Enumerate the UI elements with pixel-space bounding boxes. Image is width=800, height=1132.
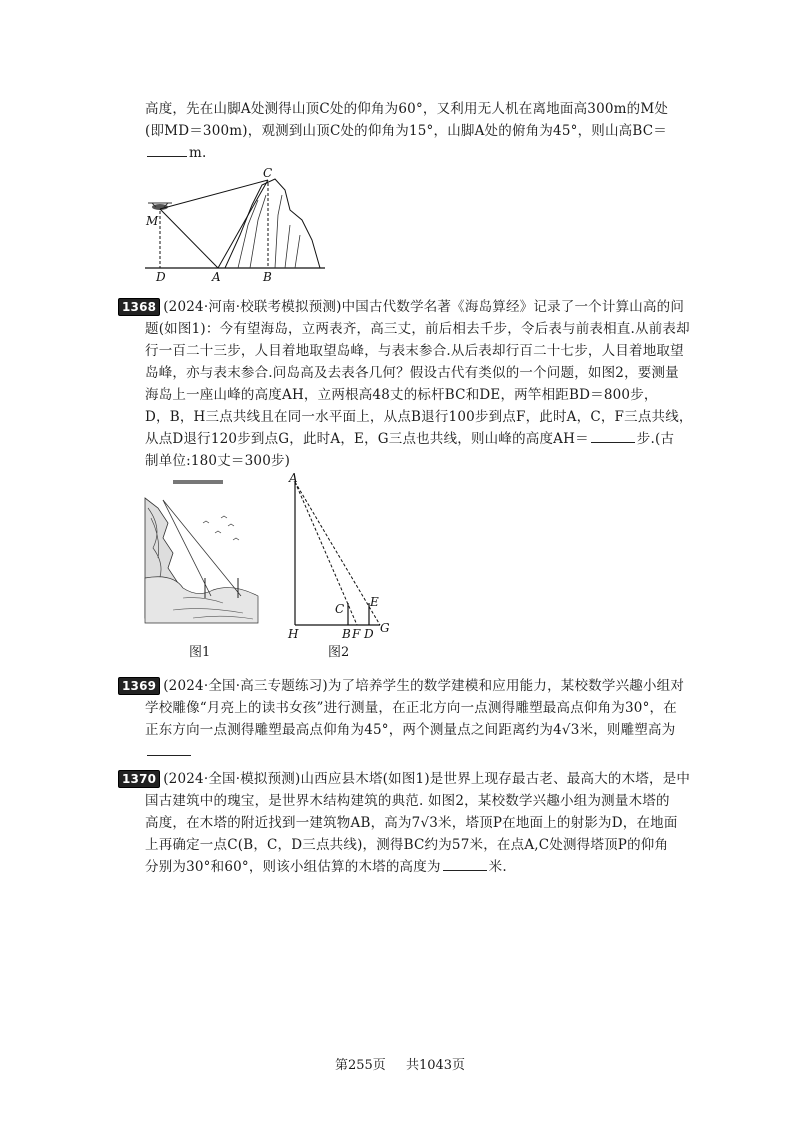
page-footer: [0, 1054, 800, 1073]
text-line: [118, 675, 685, 697]
question-1368: [118, 296, 693, 472]
text-span: (2024·全国·高三专题练习)为了培养学生的数学建模和应用能力，某校数学兴趣小组对: [163, 678, 685, 694]
text-line: 高度，先在山脚A处测得山顶C处的仰角为60°，又利用无人机在离地面高300m的M处: [145, 101, 669, 117]
label-A: A: [212, 270, 221, 284]
question-prev-text: [145, 98, 669, 164]
text-span: 从点D退行120步到点G，此时A，E，G三点也共线，则山峰的高度AH＝: [145, 431, 589, 447]
text-line: 行一百二十三步，人目着地取望岛峰，与表末参合.从后表却行百二十七步，人目着地取望: [145, 343, 684, 359]
text-line: 学校雕像“月亮上的读书女孩”进行测量，在正北方向一点测得雕塑最高点仰角为30°，在: [145, 700, 677, 716]
answer-blank: [147, 741, 191, 756]
text-line: 制单位:180丈＝300步): [145, 453, 291, 469]
unit-label: m.: [189, 145, 207, 161]
answer-blank: [147, 142, 187, 157]
text-line: 国古建筑中的瑰宝，是世界木结构建筑的典范. 如图2，某校数学兴趣小组为测量木塔的: [145, 793, 670, 809]
label-C: C: [263, 166, 273, 180]
label-E: E: [370, 595, 379, 609]
total-pages: 共1043页: [405, 1058, 466, 1073]
mountain-drone-figure: [140, 165, 340, 285]
text-line: (即MD＝300m)，观测到山顶C处的仰角为15°，山脚A处的俯角为45°，则山高BC＝: [145, 123, 667, 139]
text-span: (2024·河南·校联考模拟预测)中国古代数学名著《海岛算经》记录了一个计算山高的问: [163, 299, 685, 315]
figure-1-caption: 图1: [189, 645, 211, 660]
text-span: 米.: [488, 859, 507, 875]
text-line: 题(如图1)：今有望海岛，立两表齐，高三丈，前后相去千步，令后表与前表相直.从前表却: [145, 321, 690, 337]
label-B: B: [263, 270, 272, 284]
label-M: M: [146, 214, 159, 228]
question-number: 1369: [118, 677, 160, 695]
question-number: 1368: [118, 298, 160, 316]
label-F: F: [352, 627, 361, 640]
label-H: H: [288, 627, 299, 640]
text-line: 高度，在木塔的附近找到一建筑物AB，高为7√3米，塔顶P在地面上的射影为D，在地面: [145, 815, 678, 831]
text-line: 海岛上一座山峰的高度AH，立两根高48丈的标杆BC和DE，两竿相距BD＝800步，: [145, 387, 658, 403]
label-C: C: [335, 602, 345, 616]
label-D: D: [364, 627, 374, 640]
answer-blank: [591, 428, 635, 443]
ancient-island-illustration: [143, 478, 263, 628]
text-line: [118, 428, 675, 450]
text-line: D，B，H三点共线且在同一水平面上，从点B退行100步到点F，此时A，C，F三点共线，: [145, 409, 693, 425]
text-span: 分别为30°和60°，则该小组估算的木塔的高度为: [145, 859, 441, 875]
text-line: [118, 296, 685, 318]
text-line: [145, 142, 655, 164]
island-geometry-figure: [280, 470, 395, 640]
text-line: [118, 856, 658, 878]
figure-2-caption: 图2: [328, 645, 350, 660]
label-A: A: [289, 471, 298, 485]
question-1370: [118, 768, 691, 878]
text-line: [118, 741, 658, 763]
page-number: 第255页: [334, 1058, 386, 1073]
label-B: B: [342, 627, 351, 640]
text-span: 步.(古: [636, 431, 675, 447]
text-span: (2024·全国·模拟预测)山西应县木塔(如图1)是世界上现存最古老、最高大的木塔，是中: [163, 771, 691, 787]
text-line: 岛峰，亦与表末参合.问岛高及去表各几何？假设古代有类似的一个问题，如图2，要测量: [145, 365, 679, 381]
answer-blank: [443, 856, 487, 871]
text-line: 上再确定一点C(B，C，D三点共线)，测得BC约为57米，在点A,C处测得塔顶P的仰角: [145, 837, 669, 853]
question-number: 1370: [118, 770, 160, 788]
question-1369: [118, 675, 685, 763]
label-G: G: [380, 621, 390, 635]
text-line: 正东方向一点测得雕塑最高点仰角为45°，两个测量点之间距离约为4√3米，则雕塑高为: [145, 722, 676, 738]
label-D: D: [156, 270, 166, 284]
text-line: [118, 768, 691, 790]
